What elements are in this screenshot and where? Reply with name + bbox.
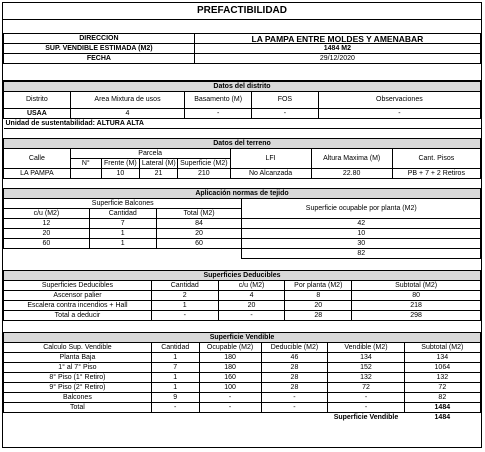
unidad-sustentabilidad: Unidad de sustentabilidad: ALTURA ALTA [4,119,481,129]
n-value[interactable] [70,169,101,179]
cell[interactable]: - [218,311,285,321]
spacer [3,129,481,138]
col-total: Total (M2) [156,209,242,219]
spacer [3,179,481,188]
cell[interactable]: - [328,403,404,413]
spacer-cell [3,129,481,138]
spacer [3,20,481,33]
cell[interactable]: 20 [4,229,90,239]
col-calle: Calle [4,149,71,169]
table-row [4,229,481,239]
cell[interactable]: 7 [89,219,156,229]
col-observaciones: Observaciones [318,92,480,109]
table-row [4,301,481,311]
vendible-section-title: Superficie Vendible [4,333,481,343]
cell[interactable]: 72 [404,383,480,393]
cell[interactable]: - [151,311,218,321]
spacer-cell [3,64,481,81]
table-row [4,383,481,393]
cell[interactable]: 132 [328,373,404,383]
cell[interactable]: 82 [404,393,480,403]
cell[interactable]: 218 [352,301,481,311]
altura-value[interactable]: 22.80 [311,169,392,179]
cell[interactable]: 10 [242,229,481,239]
terreno-section-title: Datos del terreno [4,139,481,149]
fos-value[interactable]: - [252,109,319,119]
cell[interactable]: 100 [199,383,261,393]
col-cantidad: Cantidad [89,209,156,219]
col-superficie: Superficie (M2) [178,159,230,169]
cell[interactable]: - [199,393,261,403]
cell[interactable]: 1 [151,373,199,383]
area-value[interactable]: 4 [70,109,184,119]
col-cantidad: Cantidad [151,343,199,353]
pisos-value[interactable]: PB + 7 + 2 Retiros [392,169,480,179]
distrito-table [3,81,481,129]
superficie-value[interactable]: 210 [178,169,230,179]
col-area: Area Mixtura de usos [70,92,184,109]
table-row [4,219,481,229]
col-n: N° [70,159,101,169]
col-pisos: Cant. Pisos [392,149,480,169]
cell[interactable]: 9 [151,393,199,403]
cell[interactable]: 1° al 7° Piso [4,363,152,373]
total-ocupable[interactable]: 82 [242,249,481,259]
spacer-cell [3,259,481,270]
cell[interactable]: 7 [151,363,199,373]
cell[interactable]: 28 [261,383,328,393]
spacer [3,64,481,81]
cell[interactable]: 160 [199,373,261,383]
col-vendible: Vendible (M2) [328,343,404,353]
col-ocupable: Superficie ocupable por planta (M2) [242,199,481,219]
deducibles-section-title: Superficies Deducibles [4,271,481,281]
col-distrito: Distrito [4,92,71,109]
col-lfi: LFI [230,149,311,169]
cell[interactable]: 60 [4,239,90,249]
cell[interactable]: 8° Piso (1° Retiro) [4,373,152,383]
table-row [4,363,481,373]
col-frente: Frente (M) [101,159,139,169]
direccion-label: DIRECCION [4,34,195,44]
cell[interactable]: 134 [404,353,480,363]
col-ocupable: Ocupable (M2) [199,343,261,353]
footer-vendible-value[interactable]: 1484 [434,413,451,421]
col-basamento: Basamento (M) [185,92,252,109]
cell[interactable]: 28 [285,311,352,321]
cell[interactable]: 42 [242,219,481,229]
spacer-cell [3,20,481,33]
lfi-value[interactable]: No Alcanzada [230,169,311,179]
cell[interactable]: - [199,403,261,413]
cell[interactable]: Total a deducir [4,311,152,321]
cell[interactable]: 46 [261,353,328,363]
cell[interactable]: 30 [242,239,481,249]
table-row [4,311,481,321]
cell[interactable]: 9° Piso (2° Retiro) [4,383,152,393]
tejido-table [3,188,481,259]
cell[interactable]: - [261,393,328,403]
cell[interactable]: Escalera contra incendios + Hall [4,301,152,311]
col-planta: Por planta (M2) [285,281,352,291]
distrito-section-title: Datos del distrito [4,82,481,92]
table-row [4,239,481,249]
fecha-label: FECHA [4,54,195,64]
sup-vendible-value[interactable]: 1484 M2 [194,44,480,54]
cell[interactable]: 20 [156,229,242,239]
cell[interactable]: Planta Baja [4,353,152,363]
sup-vendible-label: SUP. VENDIBLE ESTIMADA (M2) [4,44,195,54]
cell[interactable]: 80 [352,291,481,301]
cell[interactable]: 1 [151,301,218,311]
lateral-value[interactable]: 21 [139,169,177,179]
cell[interactable]: 1 [89,239,156,249]
tejido-section-title: Aplicación normas de tejido [4,189,481,199]
frente-value[interactable]: 10 [101,169,139,179]
total-cell[interactable]: 1484 [404,403,480,413]
cell[interactable]: 132 [404,373,480,383]
spreadsheet-sheet [2,2,482,448]
cell[interactable]: - [151,403,199,413]
cell[interactable]: 1 [89,229,156,239]
col-deducible: Deducible (M2) [261,343,328,353]
col-cu: c/u (M2) [4,209,90,219]
cell[interactable]: 180 [199,363,261,373]
col-lateral: Lateral (M) [139,159,177,169]
cell[interactable]: - [261,403,328,413]
cell[interactable]: 28 [261,373,328,383]
vendible-table [3,332,481,422]
fecha-value[interactable]: 29/12/2020 [194,54,480,64]
cell[interactable]: Balcones [4,393,152,403]
cell[interactable]: 20 [285,301,352,311]
cell[interactable]: 1 [151,353,199,363]
col-fos: FOS [252,92,319,109]
table-row [4,403,481,413]
spacer-cell [3,179,481,188]
cell[interactable]: Ascensor palier [4,291,152,301]
cell[interactable]: 298 [352,311,481,321]
col-cantidad: Cantidad [151,281,218,291]
empty-cell [4,413,328,423]
col-cu: c/u (M2) [218,281,285,291]
cell[interactable]: - [328,393,404,403]
cell[interactable]: 84 [156,219,242,229]
deducibles-table [3,270,481,321]
title-table [3,3,481,20]
col-altura: Altura Maxima (M) [311,149,392,169]
cell[interactable]: 12 [4,219,90,229]
col-name: Superficies Deducibles [4,281,152,291]
cell[interactable]: 8 [285,291,352,301]
table-row [4,353,481,363]
table-row [4,291,481,301]
cell[interactable]: 134 [328,353,404,363]
spacer-cell [3,321,481,332]
cell[interactable]: 1 [151,383,199,393]
cell[interactable]: 152 [328,363,404,373]
cell[interactable]: 2 [151,291,218,301]
direccion-value[interactable]: LA PAMPA ENTRE MOLDES Y AMENABAR [194,34,480,44]
cell[interactable]: 72 [328,383,404,393]
spacer [3,259,481,270]
balcones-label: Superficie Balcones [4,199,242,209]
header-table [3,33,481,64]
table-row [4,393,481,403]
table-row [4,373,481,383]
basamento-value[interactable]: - [185,109,252,119]
col-subtotal: Subtotal (M2) [352,281,481,291]
cell[interactable]: 28 [261,363,328,373]
cell[interactable]: 180 [199,353,261,363]
footer-vendible-label: Superficie Vendible [333,413,399,421]
col-calculo: Calculo Sup. Vendible [4,343,152,353]
spacer [3,321,481,332]
terreno-table [3,138,481,179]
distrito-value[interactable]: USAA [4,109,71,119]
page-title: PREFACTIBILIDAD [3,3,481,20]
empty-cell [4,249,242,259]
cell[interactable]: Total [4,403,152,413]
cell[interactable]: 20 [218,301,285,311]
col-subtotal: Subtotal (M2) [404,343,480,353]
cell[interactable]: 1064 [404,363,480,373]
calle-value[interactable]: LA PAMPA [4,169,71,179]
col-parcela: Parcela [70,149,230,159]
cell[interactable]: 60 [156,239,242,249]
cell[interactable]: 4 [218,291,285,301]
observaciones-value[interactable]: - [318,109,480,119]
